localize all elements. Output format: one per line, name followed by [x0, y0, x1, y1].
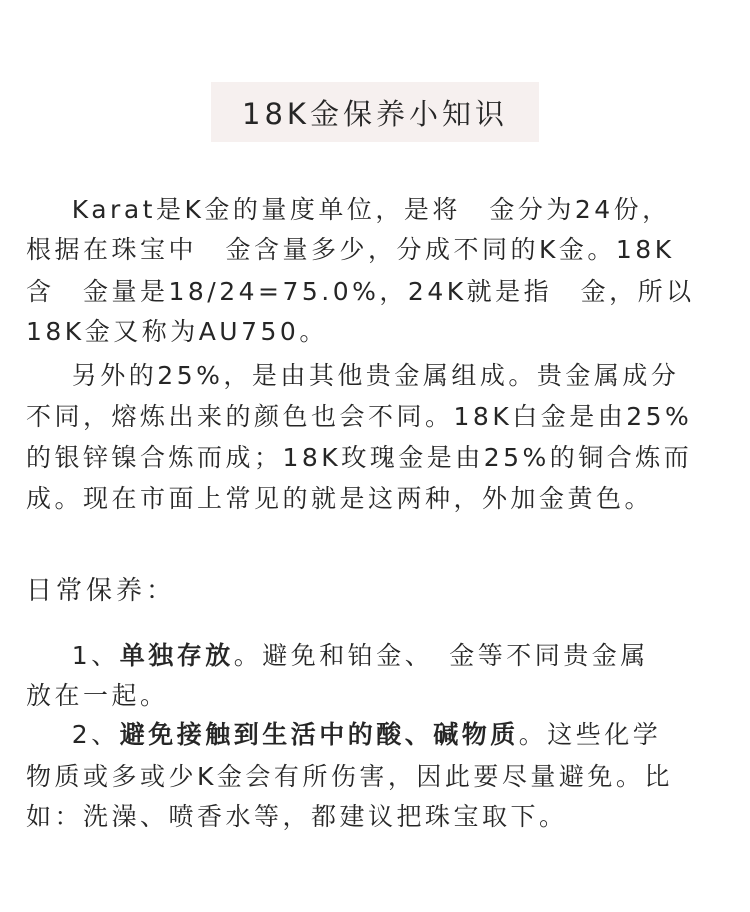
intro-line: 不同，熔炼出来的颜色也会不同。18K白金是由25% [26, 402, 693, 431]
care-item-2-line2: 物质或多或少K金会有所伤害，因此要尽量避免。比 [26, 762, 673, 791]
care-heading: 日常保养： [26, 576, 177, 606]
care-item-2-keyword: 避免接触到生活中的酸、碱物质 [119, 720, 519, 749]
care-item-1-keyword: 单独存放 [119, 641, 234, 670]
intro-line: 另外的25%，是由其他贵金属组成。贵金属成分 [26, 361, 680, 390]
title-banner [211, 82, 539, 142]
intro-line: Karat是K金的量度单位，是将 金分为24份， [26, 195, 671, 224]
care-item-1 [26, 643, 649, 668]
care-item-2-line3: 如：洗澡、喷香水等，都建议把珠宝取下。 [26, 802, 568, 831]
care-item-1-text: 。避免和铂金、 金等不同贵金属 [233, 641, 649, 670]
intro-line: 根据在珠宝中 金含量多少，分成不同的K金。18K [26, 235, 675, 264]
intro-line: 18K金又称为AU750。 [26, 317, 328, 346]
intro-line: 成。现在市面上常见的就是这两种，外加金黄色。 [26, 484, 654, 513]
intro-line: 含 金量是18/24=75.0%，24K就是指 金，所以 [26, 277, 695, 306]
page-title: 18K金保养小知识 [242, 96, 508, 131]
care-item-2-text: 。这些化学 [518, 720, 662, 749]
care-item-2 [26, 722, 661, 747]
intro-line: 的银锌镍合炼而成；18K玫瑰金是由25%的铜合炼而 [26, 443, 693, 472]
care-item-1-line2: 放在一起。 [26, 681, 169, 710]
care-item-1-number: 1、 [26, 641, 120, 670]
care-item-2-number: 2、 [26, 720, 120, 749]
